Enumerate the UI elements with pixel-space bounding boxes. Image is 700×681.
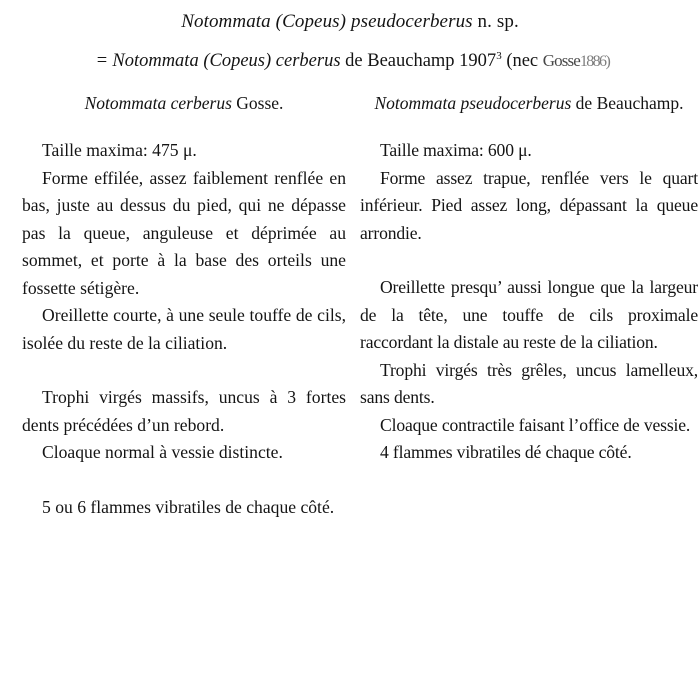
synonym-species: cerberus xyxy=(275,51,341,71)
synonym-subgenus: (Copeus) xyxy=(203,51,272,71)
column-right xyxy=(352,91,700,467)
title-status: n. sp. xyxy=(477,11,519,32)
column-left-taxon: Notommata cerberus xyxy=(84,93,232,113)
nec-open: (nec xyxy=(506,51,539,71)
paragraph-trophi: Trophi virgés massifs, uncus à 3 fortes dents précédées d’un rebord. xyxy=(22,387,346,435)
nec-author: Gosse xyxy=(542,51,580,70)
paragraph-taille: Taille maxima: 475 μ. xyxy=(42,140,197,160)
column-left xyxy=(0,91,352,521)
synonym-authority: de Beauchamp 1907 xyxy=(345,51,497,71)
paragraph-taille: Taille maxima: 600 μ. xyxy=(380,140,532,160)
paragraph-cloaque: Cloaque normal à vessie distincte. xyxy=(42,442,283,462)
nec-year: 1886) xyxy=(579,53,610,70)
equals-sign: = xyxy=(96,51,107,71)
column-right-authority: de Beauchamp. xyxy=(575,93,684,113)
paragraph-cloaque: Cloaque contractile faisant l’office de vessie. xyxy=(380,414,691,435)
title-genus: Notommata xyxy=(181,11,271,32)
paragraph-oreillette: Oreillette presqu’ aussi longue que la largeur de la tête, une touffe de cils proximale raccordant la distale au reste de la ciliation. xyxy=(360,277,698,352)
paragraph-oreillette: Oreillette courte, à une seule touffe de cils, isolée du reste de la ciliation. xyxy=(22,305,346,353)
comparison-columns xyxy=(0,91,700,521)
synonymy-line xyxy=(0,48,700,75)
column-right-heading xyxy=(360,91,698,116)
footnote-marker: 3 xyxy=(496,49,502,62)
paragraph-flammes: 5 ou 6 flammes vibratiles de chaque côté. xyxy=(42,496,335,517)
paragraph-trophi: Trophi virgés très grêles, uncus lamelleux, sans dents. xyxy=(360,359,698,407)
synonym-genus: Notommata xyxy=(112,51,199,71)
paragraph-flammes: 4 flammes vibratiles dé chaque côté. xyxy=(380,442,632,462)
column-right-taxon: Notommata pseudocerberus xyxy=(374,93,572,113)
column-left-authority: Gosse. xyxy=(236,93,284,113)
title-species: pseudocerberus xyxy=(350,11,473,32)
title-block xyxy=(0,0,700,75)
paragraph-forme: Forme assez trapue, renflée vers le quart inférieur. Pied assez long, dépassant la queue arrondie. xyxy=(360,167,698,243)
column-left-heading xyxy=(22,91,346,116)
paragraph-forme: Forme effilée, assez faiblement renflée en bas, juste au dessus du pied, qui ne dépasse pas la queue, anguleuse et déprimée au sommet, et porte à la base des orteils une fossette sétigère. xyxy=(22,167,346,298)
title-subgenus: (Copeus) xyxy=(275,11,347,32)
page-title xyxy=(0,9,700,35)
